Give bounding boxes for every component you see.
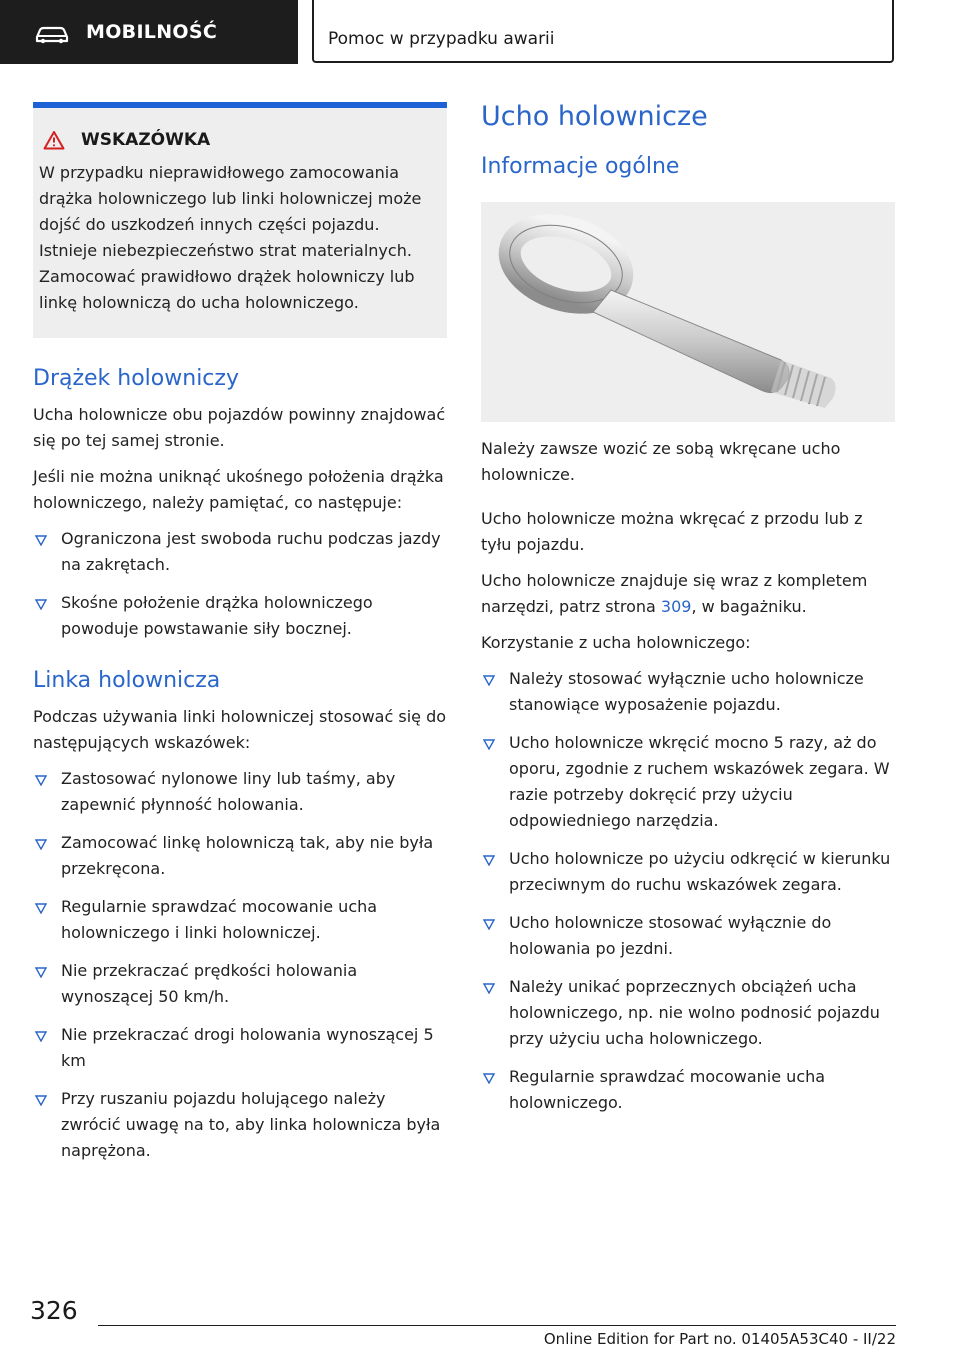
list-item: Należy stosować wyłącznie ucho holownicze stanowiące wyposażenie pojazdu. (481, 666, 895, 718)
car-icon (34, 26, 70, 44)
triangle-bullet-icon (35, 599, 47, 610)
subheading-general-info: Informacje ogólne (481, 154, 680, 179)
triangle-bullet-icon (35, 967, 47, 978)
list-item: Należy unikać poprzecznych obciążeń ucha holowniczego, np. nie wolno podnosić pojazdu przy użyciu ucha holowniczego. (481, 974, 895, 1052)
triangle-bullet-icon (35, 775, 47, 786)
triangle-bullet-icon (483, 739, 495, 750)
triangle-bullet-icon (35, 1031, 47, 1042)
triangle-bullet-icon (483, 1073, 495, 1084)
left-column (33, 102, 447, 1178)
tow-bar-list (33, 526, 447, 642)
warning-triangle-icon (43, 130, 65, 150)
list-item: Regularnie sprawdzać mocowanie ucha holowniczego. (481, 1064, 895, 1116)
triangle-bullet-icon (35, 535, 47, 546)
triangle-bullet-icon (483, 983, 495, 994)
list-item: Zastosować nylonowe liny lub taśmy, aby zapewnić płynność holowania. (33, 766, 447, 818)
list-item: Ucho holownicze wkręcić mocno 5 razy, aż do oporu, zgodnie z ruchem wskazówek zegara. W razie potrzeby dokręcić przy użyciu odpowiedniego narzędzia. (481, 730, 895, 834)
note-text: W przypadku nieprawidłowego zamocowania drążka holowniczego lub linki holowniczej może dojść do uszkodzeń innych części pojazdu. Istnieje niebezpieczeństwo strat materialnych. Zamocować prawidłowo drążek holowniczy lub linkę holowniczą do ucha holowniczego. (39, 163, 422, 312)
heading-towing-eye: Ucho holownicze (481, 101, 708, 132)
list-item: Nie przekraczać drogi holowania wynoszącej 5 km (33, 1022, 447, 1074)
list-item: Przy ruszaniu pojazdu holującego należy zwrócić uwagę na to, aby linka holownicza była naprężona. (33, 1086, 447, 1164)
towing-eye-list (481, 666, 895, 1116)
note-title: WSKAZÓWKA (81, 130, 211, 150)
page-reference-link[interactable]: 309 (660, 597, 692, 616)
edition-note: Online Edition for Part no. 01405A53C40 - II/22 (543, 1330, 896, 1348)
list-item: Regularnie sprawdzać mocowanie ucha holowniczego i linki holowniczej. (33, 894, 447, 946)
paragraph: Jeśli nie można uniknąć ukośnego położenia drążka holowniczego, należy pamiętać, co następuje: (33, 467, 444, 512)
towing-eye-illustration (481, 202, 895, 422)
paragraph: Należy zawsze wozić ze sobą wkręcane ucho holownicze. (481, 439, 841, 484)
tow-rope-list (33, 766, 447, 1164)
list-item: Ucho holownicze po użyciu odkręcić w kierunku przeciwnym do ruchu wskazówek zegara. (481, 846, 895, 898)
paragraph: Podczas używania linki holowniczej stosować się do następujących wskazówek: (33, 707, 447, 752)
paragraph: Korzystanie z ucha holowniczego: (481, 633, 751, 652)
note-box (33, 102, 447, 338)
heading-tow-rope: Linka holownicza (33, 668, 221, 693)
triangle-bullet-icon (483, 675, 495, 686)
right-column (481, 100, 895, 1130)
triangle-bullet-icon (483, 919, 495, 930)
paragraph: Ucha holownicze obu pojazdów powinny znajdować się po tej samej stronie. (33, 405, 446, 450)
chapter-title: Pomoc w przypadku awarii (328, 29, 555, 49)
chapter-tab (312, 0, 894, 63)
triangle-bullet-icon (483, 855, 495, 866)
list-item: Skośne położenie drążka holowniczego powoduje powstawanie siły bocznej. (33, 590, 447, 642)
list-item: Nie przekraczać prędkości holowania wynoszącej 50 km/h. (33, 958, 447, 1010)
triangle-bullet-icon (35, 903, 47, 914)
towing-eye-image (481, 202, 895, 422)
triangle-bullet-icon (35, 1095, 47, 1106)
paragraph-with-link: Ucho holownicze znajduje się wraz z kompletem narzędzi, patrz strona 309, w bagażniku. (481, 571, 868, 616)
note-heading (43, 130, 439, 150)
triangle-bullet-icon (35, 839, 47, 850)
section-tab (0, 0, 298, 64)
list-item: Zamocować linkę holowniczą tak, aby nie była przekręcona. (33, 830, 447, 882)
list-item: Ograniczona jest swoboda ruchu podczas jazdy na zakrętach. (33, 526, 447, 578)
section-title: MOBILNOŚĆ (86, 21, 218, 43)
list-item: Ucho holownicze stosować wyłącznie do holowania po jezdni. (481, 910, 895, 962)
footer-divider (98, 1325, 896, 1326)
paragraph: Ucho holownicze można wkręcać z przodu lub z tyłu pojazdu. (481, 509, 863, 554)
heading-tow-bar: Drążek holowniczy (33, 366, 239, 391)
page-number: 326 (30, 1296, 78, 1325)
